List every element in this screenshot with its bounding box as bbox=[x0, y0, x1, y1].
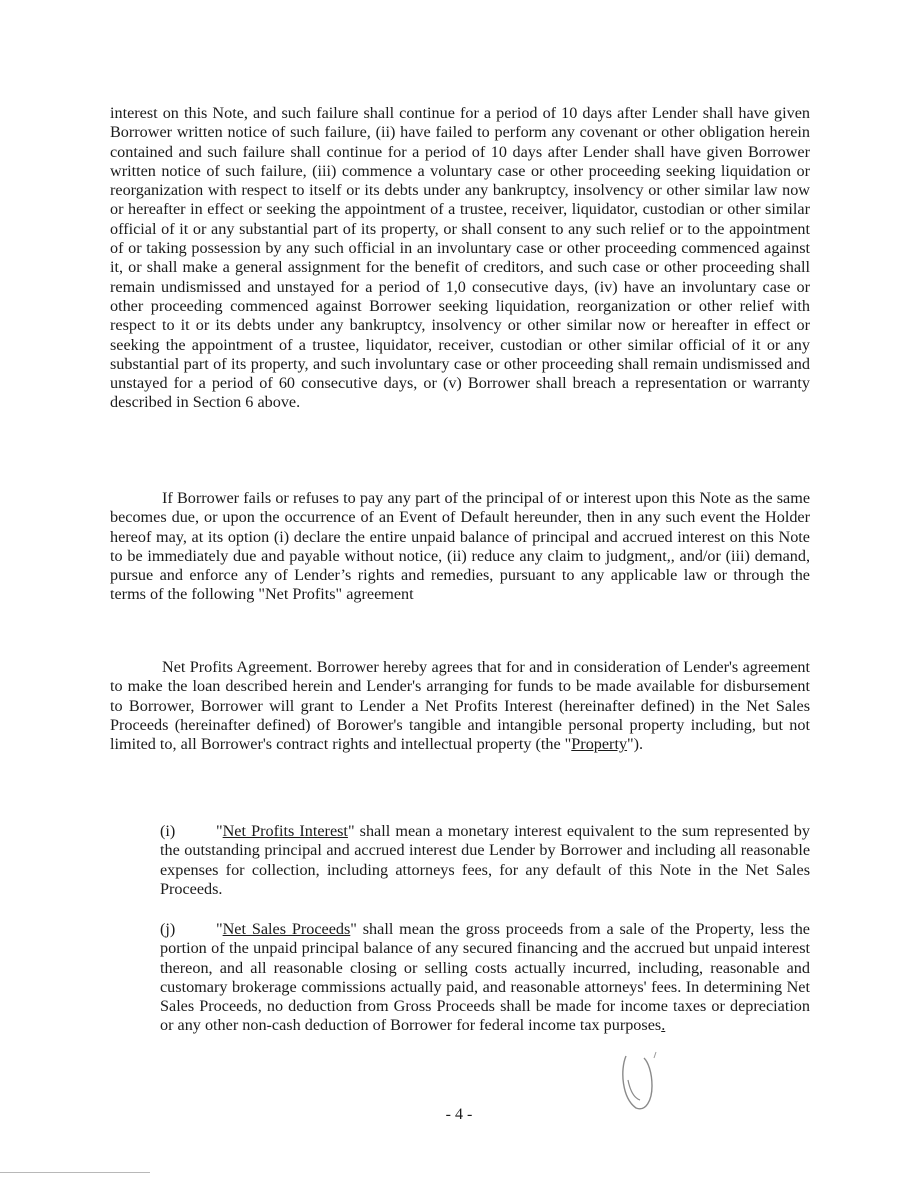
paragraph-default-conditions: interest on this Note, and such failure shall continue for a period of 10 days after Lender shall have given Borrower written notice of such failure, (ii) have failed to perform any covenant or other obligation herein contained and such failure shall continue for a period of 10 days after Lender shall have given Borrower written notice of such failure, (iii) commence a voluntary case or other proceeding seeking liquidation or reorganization with respect to itself or its debts under any bankruptcy, insolvency or other similar law now or hereafter in effect or seeking the appointment of a trustee, receiver, liquidator, custodian or other similar official of it or any substantial part of its property, or shall consent to any such relief or to the appointment of or taking possession by any such official in an involuntary case or other proceeding commenced against it, or shall make a general assignment for the benefit of creditors, and such case or other proceeding shall remain undismissed and unstayed for a period of 1,0 consecutive days, (iv) have an involuntary case or other proceeding commenced against Borrower seeking liquidation, reorganization or other relief with respect to it or its debts under any bankruptcy, insolvency or other similar now or hereafter in effect or seeking the appointment of a trustee, liquidator, receiver, custodian or other similar official of it or any substantial part of its property, and such involuntary case or other proceeding shall remain undismissed and unstayed for a period of 60 consecutive days, or (v) Borrower shall breach a representation or warranty described in Section 6 above. bbox=[110, 104, 810, 412]
property-term: Property bbox=[571, 735, 628, 754]
definition-end: . bbox=[661, 1016, 666, 1035]
paragraph-remedies: If Borrower fails or refuses to pay any part of the principal of or interest upon this Note as the same becomes due, or upon the occurrence of an Event of Default hereunder, then in any such event the Holder hereof may, at its option (i) declare the entire unpaid balance of principal and accrued interest on this Note to be immediately due and payable without notice, (ii) reduce any claim to judgment,, and/or (iii) demand, pursue and enforce any of Lender’s rights and remedies, pursuant to any applicable law or through the terms of the following "Net Profits" agreement bbox=[110, 489, 810, 604]
net-profits-agreement-end: "). bbox=[627, 735, 644, 754]
definition-marker: (i) bbox=[160, 822, 176, 840]
definition-net-sales-proceeds bbox=[160, 920, 810, 1036]
definition-text: " shall mean the gross proceeds from a sale of the Property, less the portion of the unpaid principal balance of any secured financing and the accrued but unpaid interest thereon, and all reasonable closing or selling costs actually incurred, including, reasonable and customary brokerage commissions actually paid, and reasonable attorneys' fees. In determining Net Sales Proceeds, no deduction from Gross Proceeds shall be made for income taxes or depreciation or any other non-cash deduction of Borrower for federal income tax purposes bbox=[160, 920, 810, 1035]
handwritten-initials bbox=[616, 1050, 660, 1114]
definition-text: " shall mean a monetary interest equivalent to the sum represented by the outstanding principal and accrued interest due Lender by Borrower and including all reasonable expenses for collection, including attorneys fees, for any default of this Note in the Net Sales Proceeds. bbox=[160, 822, 810, 898]
scan-edge-line bbox=[0, 1172, 150, 1173]
net-profits-agreement-text: Net Profits Agreement. Borrower hereby agrees that for and in consideration of Lender's agreement to make the loan described herein and Lender's arranging for funds to be made available for disbursement to Borrower, Borrower will grant to Lender a Net Profits Interest (hereinafter defined) in the Net Sales Proceeds (hereinafter defined) of Borower's tangible and intangible personal property including, but not limited to, all Borrower's contract rights and intellectual property (the " bbox=[110, 658, 810, 754]
definition-open-quote: " bbox=[216, 920, 223, 938]
definition-open-quote: " bbox=[216, 822, 223, 840]
definition-net-profits-interest bbox=[160, 822, 810, 899]
page-number: - 4 - bbox=[445, 1106, 473, 1123]
definition-marker: (j) bbox=[160, 920, 176, 938]
paragraph-net-profits-agreement bbox=[110, 658, 810, 754]
definition-term: Net Profits Interest bbox=[222, 822, 348, 840]
definition-term: Net Sales Proceeds bbox=[222, 920, 351, 938]
